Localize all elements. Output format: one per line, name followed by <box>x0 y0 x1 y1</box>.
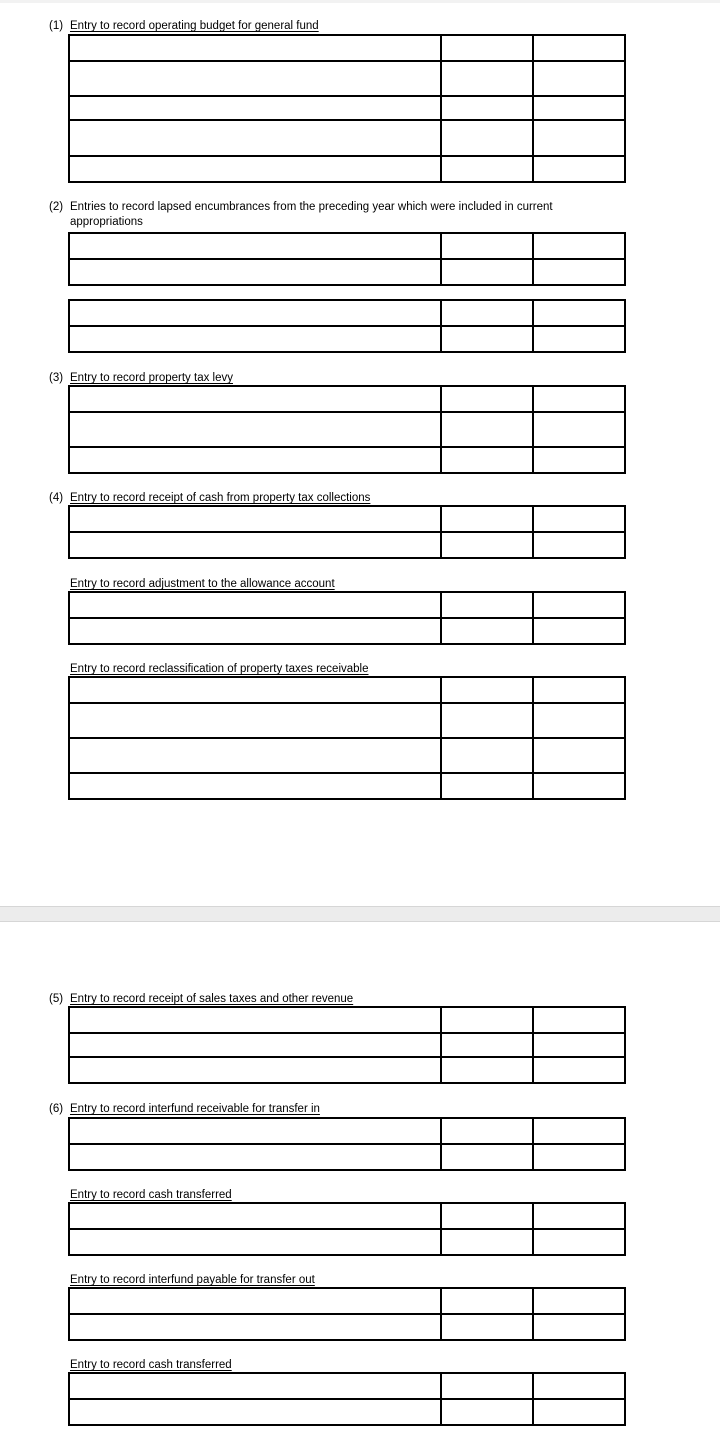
account-cell[interactable] <box>69 703 441 738</box>
account-cell[interactable] <box>69 1033 441 1057</box>
credit-cell[interactable] <box>533 1118 625 1144</box>
account-cell[interactable] <box>69 386 441 412</box>
top-strip <box>0 0 720 3</box>
debit-cell[interactable] <box>441 96 533 120</box>
debit-cell[interactable] <box>441 300 533 326</box>
account-cell[interactable] <box>69 1314 441 1340</box>
credit-cell[interactable] <box>533 1314 625 1340</box>
debit-cell[interactable] <box>441 738 533 773</box>
debit-cell[interactable] <box>441 326 533 352</box>
credit-cell[interactable] <box>533 1033 625 1057</box>
debit-cell[interactable] <box>441 447 533 473</box>
credit-cell[interactable] <box>533 156 625 182</box>
journal-table-4a <box>68 505 626 559</box>
account-cell[interactable] <box>69 1373 441 1399</box>
account-cell[interactable] <box>69 412 441 447</box>
debit-cell[interactable] <box>441 773 533 799</box>
credit-cell[interactable] <box>533 592 625 618</box>
credit-cell[interactable] <box>533 677 625 703</box>
debit-cell[interactable] <box>441 386 533 412</box>
account-cell[interactable] <box>69 506 441 532</box>
account-cell[interactable] <box>69 35 441 61</box>
debit-cell[interactable] <box>441 35 533 61</box>
credit-cell[interactable] <box>533 447 625 473</box>
journal-table-6a <box>68 1117 626 1171</box>
debit-cell[interactable] <box>441 259 533 285</box>
credit-cell[interactable] <box>533 1399 625 1425</box>
credit-cell[interactable] <box>533 61 625 96</box>
account-cell[interactable] <box>69 1007 441 1033</box>
account-cell[interactable] <box>69 96 441 120</box>
account-cell[interactable] <box>69 156 441 182</box>
debit-cell[interactable] <box>441 1007 533 1033</box>
credit-cell[interactable] <box>533 412 625 447</box>
account-cell[interactable] <box>69 1118 441 1144</box>
journal-table-3 <box>68 385 626 474</box>
debit-cell[interactable] <box>441 1203 533 1229</box>
account-cell[interactable] <box>69 300 441 326</box>
debit-cell[interactable] <box>441 120 533 156</box>
credit-cell[interactable] <box>533 386 625 412</box>
account-cell[interactable] <box>69 1144 441 1170</box>
account-cell[interactable] <box>69 1399 441 1425</box>
account-cell[interactable] <box>69 592 441 618</box>
account-cell[interactable] <box>69 618 441 644</box>
entry-label-4: (4) Entry to record receipt of cash from property tax collections <box>49 492 371 504</box>
account-cell[interactable] <box>69 61 441 96</box>
credit-cell[interactable] <box>533 532 625 558</box>
page-break <box>0 906 720 922</box>
account-cell[interactable] <box>69 1229 441 1255</box>
debit-cell[interactable] <box>441 1399 533 1425</box>
credit-cell[interactable] <box>533 259 625 285</box>
entry-label-6: (6) Entry to record interfund receivable for transfer in <box>49 1103 320 1115</box>
account-cell[interactable] <box>69 532 441 558</box>
credit-cell[interactable] <box>533 300 625 326</box>
debit-cell[interactable] <box>441 506 533 532</box>
account-cell[interactable] <box>69 120 441 156</box>
debit-cell[interactable] <box>441 1314 533 1340</box>
debit-cell[interactable] <box>441 1057 533 1083</box>
credit-cell[interactable] <box>533 1288 625 1314</box>
debit-cell[interactable] <box>441 703 533 738</box>
debit-cell[interactable] <box>441 1229 533 1255</box>
journal-table-2b <box>68 299 626 353</box>
journal-table-6b <box>68 1202 626 1256</box>
credit-cell[interactable] <box>533 96 625 120</box>
credit-cell[interactable] <box>533 1057 625 1083</box>
entry-label-1: (1) Entry to record operating budget for general fund <box>49 20 319 32</box>
debit-cell[interactable] <box>441 1033 533 1057</box>
debit-cell[interactable] <box>441 677 533 703</box>
account-cell[interactable] <box>69 1057 441 1083</box>
account-cell[interactable] <box>69 677 441 703</box>
account-cell[interactable] <box>69 259 441 285</box>
account-cell[interactable] <box>69 1288 441 1314</box>
credit-cell[interactable] <box>533 1229 625 1255</box>
debit-cell[interactable] <box>441 233 533 259</box>
account-cell[interactable] <box>69 326 441 352</box>
credit-cell[interactable] <box>533 35 625 61</box>
credit-cell[interactable] <box>533 506 625 532</box>
journal-table-6d <box>68 1372 626 1426</box>
entry-label-6c: Entry to record interfund payable for transfer out <box>70 1274 315 1286</box>
credit-cell[interactable] <box>533 233 625 259</box>
debit-cell[interactable] <box>441 1144 533 1170</box>
entry-label-4b: Entry to record adjustment to the allowance account <box>70 578 335 590</box>
debit-cell[interactable] <box>441 61 533 96</box>
debit-cell[interactable] <box>441 1373 533 1399</box>
account-cell[interactable] <box>69 233 441 259</box>
account-cell[interactable] <box>69 773 441 799</box>
debit-cell[interactable] <box>441 412 533 447</box>
account-cell[interactable] <box>69 1203 441 1229</box>
journal-table-4b <box>68 591 626 645</box>
entry-label-6b: Entry to record cash transferred <box>70 1189 232 1201</box>
account-cell[interactable] <box>69 447 441 473</box>
journal-table-2a <box>68 232 626 286</box>
debit-cell[interactable] <box>441 1118 533 1144</box>
entry-label-4c: Entry to record reclassification of property taxes receivable <box>70 663 369 675</box>
journal-table-1 <box>68 34 626 183</box>
journal-table-6c <box>68 1287 626 1341</box>
credit-cell[interactable] <box>533 1203 625 1229</box>
debit-cell[interactable] <box>441 532 533 558</box>
credit-cell[interactable] <box>533 120 625 156</box>
entry-label-5: (5) Entry to record receipt of sales taxes and other revenue <box>49 993 354 1005</box>
credit-cell[interactable] <box>533 1144 625 1170</box>
journal-table-4c <box>68 676 626 800</box>
credit-cell[interactable] <box>533 1373 625 1399</box>
debit-cell[interactable] <box>441 592 533 618</box>
entry-label-6d: Entry to record cash transferred <box>70 1359 232 1371</box>
credit-cell[interactable] <box>533 326 625 352</box>
credit-cell[interactable] <box>533 618 625 644</box>
account-cell[interactable] <box>69 738 441 773</box>
entry-label-3: (3) Entry to record property tax levy <box>49 372 233 384</box>
debit-cell[interactable] <box>441 1288 533 1314</box>
credit-cell[interactable] <box>533 703 625 738</box>
journal-table-5 <box>68 1006 626 1084</box>
credit-cell[interactable] <box>533 773 625 799</box>
entry-label-2: (2) Entries to record lapsed encumbrances from the preceding year which were included in current appropriations <box>49 201 553 228</box>
debit-cell[interactable] <box>441 156 533 182</box>
credit-cell[interactable] <box>533 1007 625 1033</box>
debit-cell[interactable] <box>441 618 533 644</box>
credit-cell[interactable] <box>533 738 625 773</box>
